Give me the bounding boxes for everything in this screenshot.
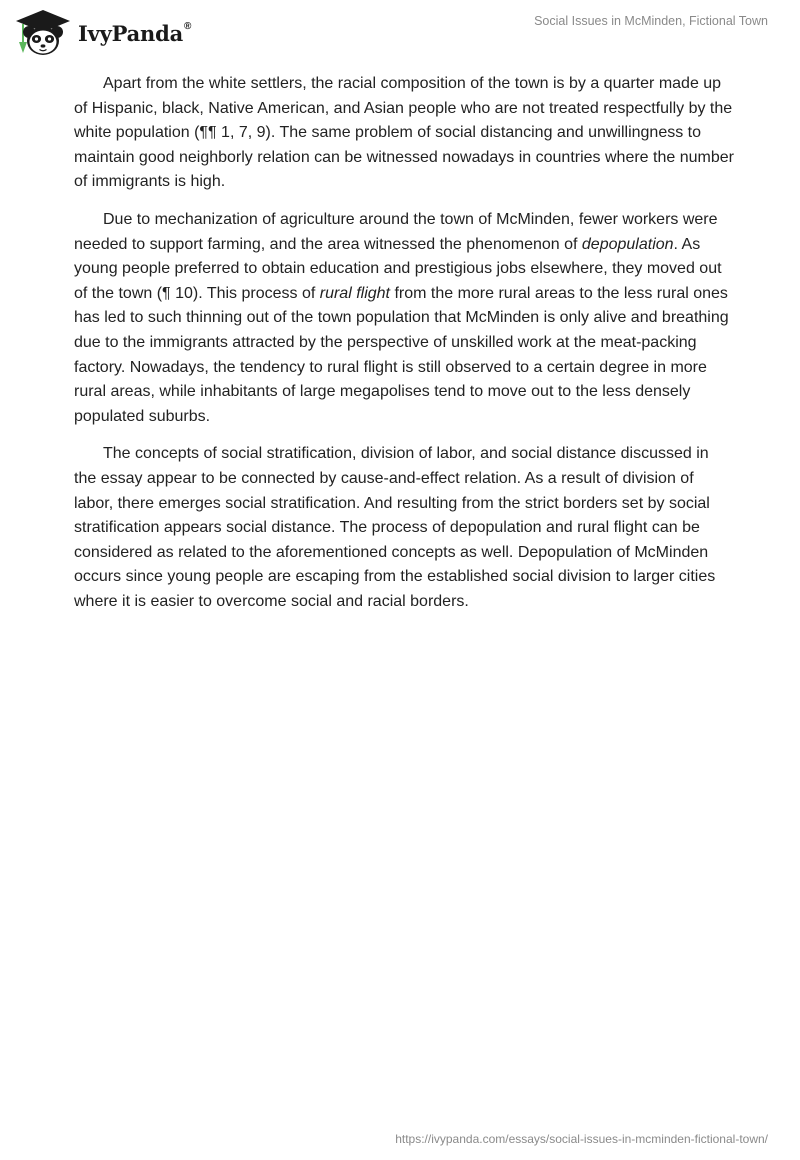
- brand-name: IvyPanda®: [78, 20, 192, 46]
- paragraph-2-text: Due to mechanization of agriculture around the town of McMinden, fewer workers were needed to support farming, and the area witnessed the phenomenon of: [74, 210, 718, 253]
- term-rural-flight: rural flight: [319, 284, 390, 302]
- paragraph-3: The concepts of social stratification, division of labor, and social distance discussed in the essay appear to be connected by cause-and-effect relation. As a result of division of labor, there emerges social stratification. And resulting from the strict borders set by social stratification appears social distance. The process of depopulation and rural flight can be considered as related to the aforementioned concepts as well. Depopulation of McMinden occurs since young people are escaping from the established social division to larger cities where it is easier to overcome social and racial borders.: [74, 445, 716, 610]
- document-title: Social Issues in McMinden, Fictional Town: [534, 14, 768, 28]
- paragraph-2-text: . As young people preferred to obtain education and prestigious jobs elsewhere, they moved out of the town (¶ 10). This process of: [74, 235, 722, 302]
- term-depopulation: depopulation: [581, 235, 674, 253]
- source-url-link[interactable]: https://ivypanda.com/essays/social-issues-in-mcminden-fictional-town/: [395, 1132, 768, 1146]
- essay-body: [74, 72, 734, 627]
- paragraph-2: [74, 208, 734, 429]
- registered-mark: ®: [184, 20, 192, 32]
- brand-logo[interactable]: [14, 8, 191, 58]
- page-header: [0, 0, 800, 64]
- panda-graduate-icon: [14, 8, 72, 58]
- paragraph-1: Apart from the white settlers, the racial composition of the town is by a quarter made up of Hispanic, black, Native American, and Asian people who are not treated respectfully by the white population (¶¶ 1, 7, 9). The same problem of social distancing and unwillingness to maintain good neighborly relation can be witnessed nowadays in countries where the number of immigrants is high.: [74, 75, 734, 191]
- paragraph-2-text: from the more rural areas to the less rural ones has led to such thinning out of the town population that McMinden is only alive and breathing due to the immigrants attracted by the perspective of unskilled work at the meat-packing factory. Nowadays, the tendency to rural flight is still observed to a certain degree in more rural areas, while inhabitants of large megapolises tend to move out to the less densely populated suburbs.: [74, 284, 729, 425]
